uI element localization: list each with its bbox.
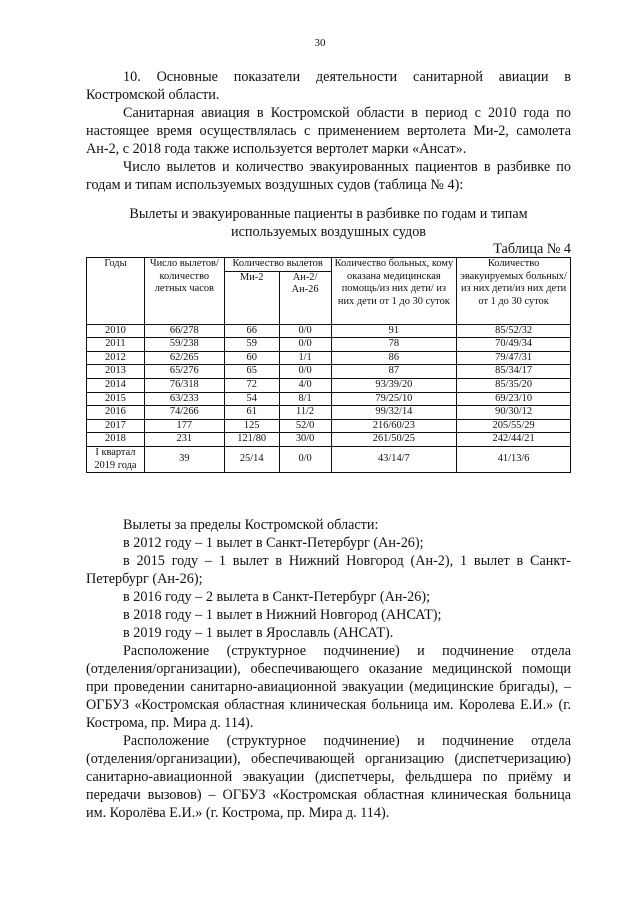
header-an: Ан-2/ Ан-26 [279, 271, 331, 324]
cell-flights: 76/318 [144, 378, 224, 392]
cell-an: 4/0 [279, 378, 331, 392]
cell-evac: 85/34/17 [457, 365, 571, 379]
cell-evac: 242/44/21 [457, 433, 571, 447]
cell-year: 2015 [87, 392, 145, 406]
cell-mi2: 65 [224, 365, 279, 379]
page-number: 30 [314, 37, 326, 49]
table-row [87, 433, 571, 447]
cell-mi2: 25/14 [224, 446, 279, 472]
flights-outside-line: в 2018 году – 1 вылет в Нижний Новгород (АНСАТ); [123, 607, 442, 623]
header-years: Годы [87, 258, 145, 325]
cell-help: 78 [331, 338, 457, 352]
table-row [87, 392, 571, 406]
cell-an: 8/1 [279, 392, 331, 406]
intro-paragraph-2: Число вылетов и количество эвакуированных пациентов в разбивке по годам и типам используемых воздушных судов (таблица № 4): [86, 159, 571, 193]
cell-an: 30/0 [279, 433, 331, 447]
table-row [87, 351, 571, 365]
table-caption: Вылеты и эвакуированные пациенты в разбивке по годам и типам используемых воздушных судов [129, 206, 528, 240]
cell-year: 2017 [87, 419, 145, 433]
cell-year: 2016 [87, 406, 145, 420]
section-heading: 10. Основные показатели деятельности санитарной авиации в Костромской области. [86, 69, 571, 103]
cell-year: 2012 [87, 351, 145, 365]
flights-outside-line: в 2019 году – 1 вылет в Ярославль (АНСАТ). [123, 625, 394, 641]
flights-outside-line: в 2016 году – 2 вылета в Санкт-Петербург (Ан-26); [123, 589, 431, 605]
cell-flights: 66/278 [144, 324, 224, 338]
cell-flights: 59/238 [144, 338, 224, 352]
cell-year: 2010 [87, 324, 145, 338]
cell-evac: 41/13/6 [457, 446, 571, 472]
cell-evac: 205/55/29 [457, 419, 571, 433]
cell-flights: 63/233 [144, 392, 224, 406]
flights-outside-section [86, 516, 571, 822]
table-row [87, 419, 571, 433]
table-row [87, 378, 571, 392]
closing-paragraph-2: Расположение (структурное подчинение) и подчинение отдела (отделения/организации), обеспечивающей организацию (диспетчеризацию) санитарно-авиационной эвакуации (диспетчеры, фельдшера по приёму и передачи вызовов) – ОГБУЗ «Костромская областная клиническая больница им. Королёва Е.И.» (г. Кострома, пр. Мира д. 114). [86, 733, 571, 821]
cell-mi2: 54 [224, 392, 279, 406]
cell-flights: 39 [144, 446, 224, 472]
header-patients-evac: Количество эвакуируемых больных/из них дети/из них дети от 1 до 30 суток [457, 258, 571, 325]
cell-an: 11/2 [279, 406, 331, 420]
cell-an: 0/0 [279, 365, 331, 379]
cell-help: 261/50/25 [331, 433, 457, 447]
closing-paragraph-1: Расположение (структурное подчинение) и подчинение отдела (отделения/организации), обеспечивающего оказание медицинской помощи при проведении санитарно-авиационной эвакуации (медицинские бригады), – ОГБУЗ «Костромская областная клиническая больница им. Королева Е.И.» (г. Кострома, пр. Мира д. 114). [86, 643, 571, 731]
cell-year: 2011 [87, 338, 145, 352]
cell-mi2: 125 [224, 419, 279, 433]
header-flights-count: Количество вылетов [224, 258, 331, 272]
cell-help: 93/39/20 [331, 378, 457, 392]
cell-an: 0/0 [279, 338, 331, 352]
table-row [87, 338, 571, 352]
cell-help: 79/25/10 [331, 392, 457, 406]
cell-help: 99/32/14 [331, 406, 457, 420]
cell-evac: 90/30/12 [457, 406, 571, 420]
cell-mi2: 60 [224, 351, 279, 365]
cell-an: 0/0 [279, 324, 331, 338]
cell-mi2: 121/80 [224, 433, 279, 447]
cell-an: 52/0 [279, 419, 331, 433]
table-row [87, 406, 571, 420]
table-row [87, 365, 571, 379]
table-row [87, 446, 571, 472]
flights-outside-line: в 2015 году – 1 вылет в Нижний Новгород (Ан-2), 1 вылет в Санкт-Петербург (Ан-26); [86, 553, 571, 587]
cell-mi2: 66 [224, 324, 279, 338]
table-row [87, 324, 571, 338]
header-flights: Число вылетов/ количество летных часов [144, 258, 224, 325]
cell-flights: 177 [144, 419, 224, 433]
table-label: Таблица № 4 [493, 241, 571, 257]
flights-table [86, 257, 571, 473]
flights-outside-heading: Вылеты за пределы Костромской области: [123, 517, 379, 533]
cell-help: 216/60/23 [331, 419, 457, 433]
cell-flights: 74/266 [144, 406, 224, 420]
cell-help: 43/14/7 [331, 446, 457, 472]
header-mi2: Ми-2 [224, 271, 279, 324]
cell-year: 2018 [87, 433, 145, 447]
cell-mi2: 72 [224, 378, 279, 392]
cell-an: 1/1 [279, 351, 331, 365]
cell-help: 87 [331, 365, 457, 379]
cell-year: I квартал 2019 года [87, 446, 145, 472]
cell-year: 2014 [87, 378, 145, 392]
cell-evac: 69/23/10 [457, 392, 571, 406]
cell-evac: 85/52/32 [457, 324, 571, 338]
cell-flights: 231 [144, 433, 224, 447]
intro-text [86, 68, 571, 194]
flights-outside-line: в 2012 году – 1 вылет в Санкт-Петербург (Ан-26); [123, 535, 424, 551]
cell-evac: 79/47/31 [457, 351, 571, 365]
cell-flights: 65/276 [144, 365, 224, 379]
cell-evac: 70/49/34 [457, 338, 571, 352]
cell-help: 86 [331, 351, 457, 365]
cell-evac: 85/35/20 [457, 378, 571, 392]
cell-mi2: 61 [224, 406, 279, 420]
cell-year: 2013 [87, 365, 145, 379]
intro-paragraph-1: Санитарная авиация в Костромской области в период с 2010 года по настоящее время осуществлялась с применением вертолета Ми-2, самолета Ан-2, с 2018 года также используется вертолет марки «Ансат». [86, 105, 571, 157]
cell-mi2: 59 [224, 338, 279, 352]
cell-help: 91 [331, 324, 457, 338]
cell-an: 0/0 [279, 446, 331, 472]
cell-flights: 62/265 [144, 351, 224, 365]
header-patients-help: Количество больных, кому оказана медицинская помощь/из них дети/ из них дети от 1 до 30 суток [331, 258, 457, 325]
